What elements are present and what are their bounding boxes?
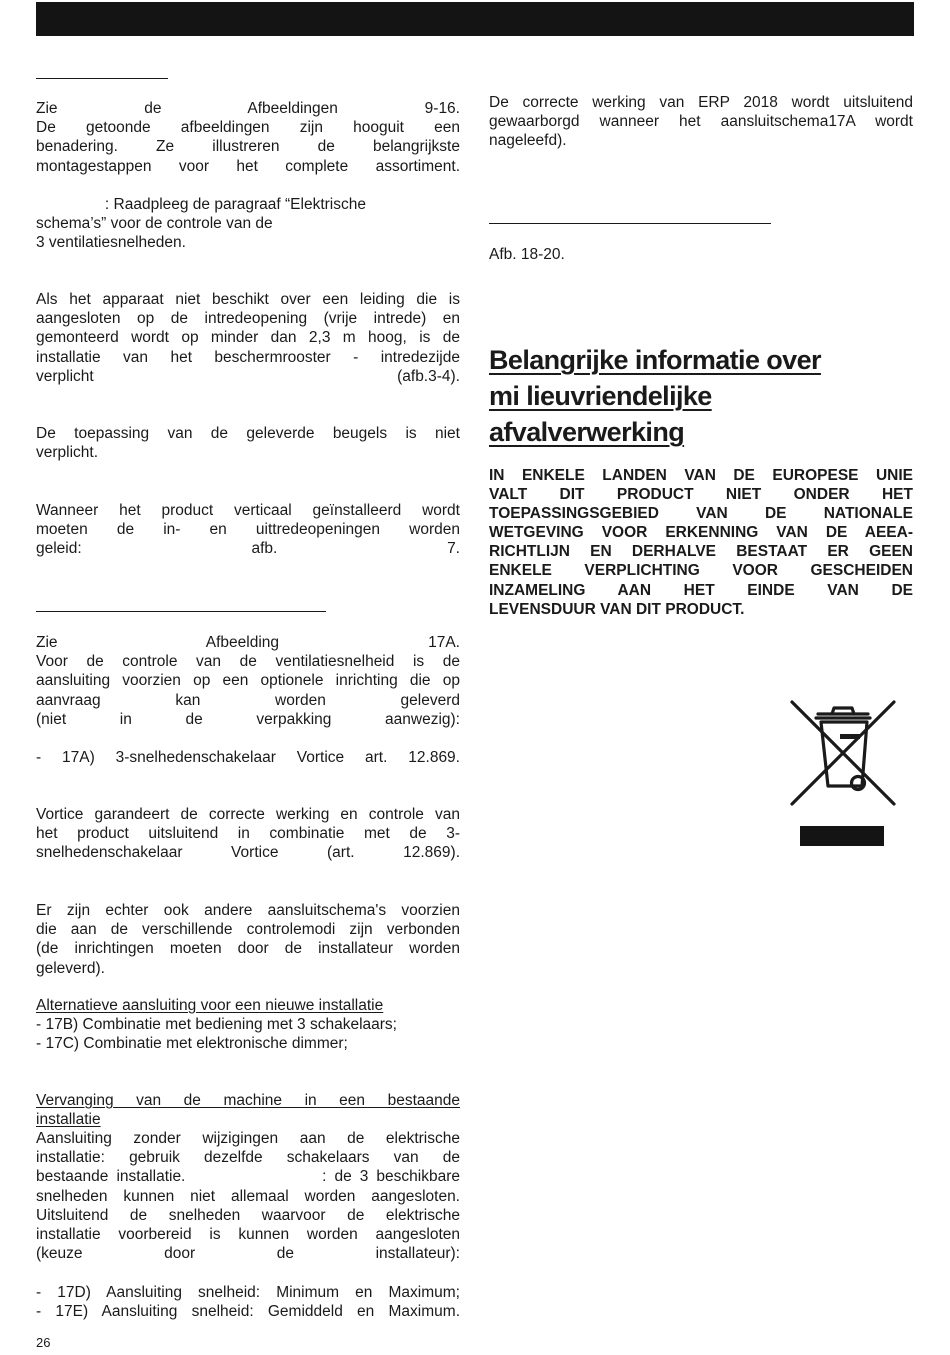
text-line: - 17B) Combinatie met bediening met 3 schakelaars; bbox=[36, 1016, 397, 1033]
text-line: benadering. Ze illustreren de belangrijkste bbox=[36, 138, 460, 156]
list-new-installation bbox=[36, 1015, 460, 1053]
paragraph-replacement bbox=[36, 1129, 460, 1321]
text-line: (niet in de verpakking aanwezig): bbox=[36, 710, 460, 728]
text-line: TOEPASSINGSGEBIED VAN DE NATIONALE bbox=[489, 505, 913, 523]
text-line: IN ENKELE LANDEN VAN DE EUROPESE UNIE bbox=[489, 467, 913, 484]
text-line: moeten de in- en uittredeopeningen worden bbox=[36, 521, 460, 539]
text-line: - 17E) Aansluiting snelheid: Gemiddeld en Maximum. bbox=[36, 1302, 460, 1320]
section-rule bbox=[489, 223, 771, 224]
text-line: gewaarborgd wanneer het aansluitschema17A wordt bbox=[489, 113, 913, 131]
section-rule bbox=[36, 78, 168, 79]
text-line: installatie: gebruik dezelfde schakelaars van de bbox=[36, 1149, 460, 1167]
text-line: INZAMELING AAN HET EINDE VAN DE bbox=[489, 581, 913, 599]
text-line: (keuze door de installateur): bbox=[36, 1245, 460, 1263]
text-line: installatie van het beschermrooster - intredezijde bbox=[36, 348, 460, 366]
text-line: aanvraag kan worden geleverd bbox=[36, 691, 460, 709]
text-line: - 17A) 3-snelhedenschakelaar Vortice art. 12.869. bbox=[36, 749, 460, 767]
text-line bbox=[36, 1263, 460, 1282]
text-line: die aan de verschillende controlemodi zijn verbonden bbox=[36, 921, 460, 939]
subheading-replacement bbox=[36, 1091, 460, 1129]
page-number: 26 bbox=[36, 1335, 51, 1350]
text-line: bestaande installatie. : de 3 beschikbare bbox=[36, 1168, 460, 1186]
text-line: geleid: afb. 7. bbox=[36, 540, 460, 558]
paragraph-protective-grille bbox=[36, 290, 460, 386]
text-line: - 17C) Combinatie met elektronische dimmer; bbox=[36, 1035, 348, 1053]
subheading-new-installation: Alternatieve aansluiting voor een nieuwe installatie bbox=[36, 997, 384, 1014]
text-line: schema’s” voor de controle van de bbox=[36, 215, 273, 233]
text-line: afvalverwerking bbox=[489, 417, 685, 447]
text-line: mi lieuvriendelijke bbox=[489, 381, 712, 411]
paragraph-vertical-install bbox=[36, 501, 460, 559]
text-line: 3 ventilatiesnelheden. bbox=[36, 234, 186, 252]
paragraph-assembly bbox=[36, 99, 460, 176]
text-line: Vervanging van de machine in een bestaande bbox=[36, 1092, 460, 1109]
text-line: Belangrijke informatie over bbox=[489, 345, 821, 375]
text-line: WETGEVING VOOR ERKENNING VAN DE AEEA- bbox=[489, 524, 913, 542]
text-line: gemonteerd wordt op minder dan 2,3 m hoog, is de bbox=[36, 329, 460, 347]
text-line: installatie bbox=[36, 1111, 101, 1129]
paragraph-speed-control bbox=[36, 633, 460, 767]
paragraph-erp2018 bbox=[489, 93, 913, 151]
crossed-out-wheelie-bin-icon bbox=[788, 698, 898, 808]
text-line: Zie de Afbeeldingen 9-16. bbox=[36, 100, 460, 117]
section-rule bbox=[36, 611, 326, 612]
text-line: Zie Afbeelding 17A. bbox=[36, 634, 460, 651]
text-line: VALT DIT PRODUCT NIET ONDER HET bbox=[489, 486, 913, 504]
text-line: De correcte werking van ERP 2018 wordt uitsluitend bbox=[489, 94, 913, 111]
text-line: geleverd). bbox=[36, 959, 105, 977]
text-line: verplicht. bbox=[36, 444, 99, 462]
paragraph-electrical-ref bbox=[36, 195, 460, 253]
text-line: Aansluiting zonder wijzigingen aan de elektrische bbox=[36, 1130, 460, 1147]
text-line: Als het apparaat niet beschikt over een leiding die is bbox=[36, 291, 460, 308]
text-line: het product uitsluitend in combinatie met de 3- bbox=[36, 825, 460, 843]
text-line bbox=[36, 729, 460, 748]
paragraph-figures-18-20: Afb. 18-20. bbox=[489, 246, 565, 263]
text-line: installatie voorbereid is kunnen worden aangesloten bbox=[36, 1226, 460, 1244]
text-line: Voor de controle van de ventilatiesnelheid is de bbox=[36, 653, 460, 671]
text-line: nageleefd). bbox=[489, 132, 567, 150]
weee-bar bbox=[800, 826, 884, 846]
text-line: montagestappen voor het complete assortiment. bbox=[36, 157, 460, 175]
text-line: Vortice garandeert de correcte werking en controle van bbox=[36, 806, 460, 823]
header-bar bbox=[36, 2, 914, 36]
text-line: De toepassing van de geleverde beugels is niet bbox=[36, 425, 460, 442]
text-line: aangesloten op de intredeopening (vrije intrede) en bbox=[36, 310, 460, 328]
paragraph-other-schemes bbox=[36, 901, 460, 978]
text-line: aansluiting voorzien op een optionele inrichting die op bbox=[36, 672, 460, 690]
text-line: LEVENSDUUR VAN DIT PRODUCT. bbox=[489, 600, 745, 618]
text-line: ENKELE VERPLICHTING VOOR GESCHEIDEN bbox=[489, 562, 913, 580]
text-line: - 17D) Aansluiting snelheid: Minimum en Maximum; bbox=[36, 1283, 460, 1301]
weee-notice bbox=[489, 466, 913, 619]
text-line: (de inrichtingen moeten door de installateur worden bbox=[36, 940, 460, 958]
environmental-heading bbox=[489, 342, 919, 450]
text-line: snelhedenschakelaar Vortice (art. 12.869). bbox=[36, 844, 460, 862]
text-line: : Raadpleeg de paragraaf “Elektrische bbox=[36, 196, 366, 213]
text-line: RICHTLIJN EN DERHALVE BESTAAT ER GEEN bbox=[489, 543, 913, 561]
text-line: Wanneer het product verticaal geïnstalleerd wordt bbox=[36, 502, 460, 519]
paragraph-brackets bbox=[36, 424, 460, 462]
text-line: snelheden kunnen niet allemaal worden aangesloten. bbox=[36, 1187, 460, 1205]
text-line: Uitsluitend de snelheden waarvoor de elektrische bbox=[36, 1206, 460, 1224]
text-line: Er zijn echter ook andere aansluitschema's voorzien bbox=[36, 902, 460, 919]
text-line: verplicht (afb.3-4). bbox=[36, 367, 460, 385]
paragraph-vortice-guarantee bbox=[36, 805, 460, 863]
text-line: De getoonde afbeeldingen zijn hooguit een bbox=[36, 119, 460, 137]
